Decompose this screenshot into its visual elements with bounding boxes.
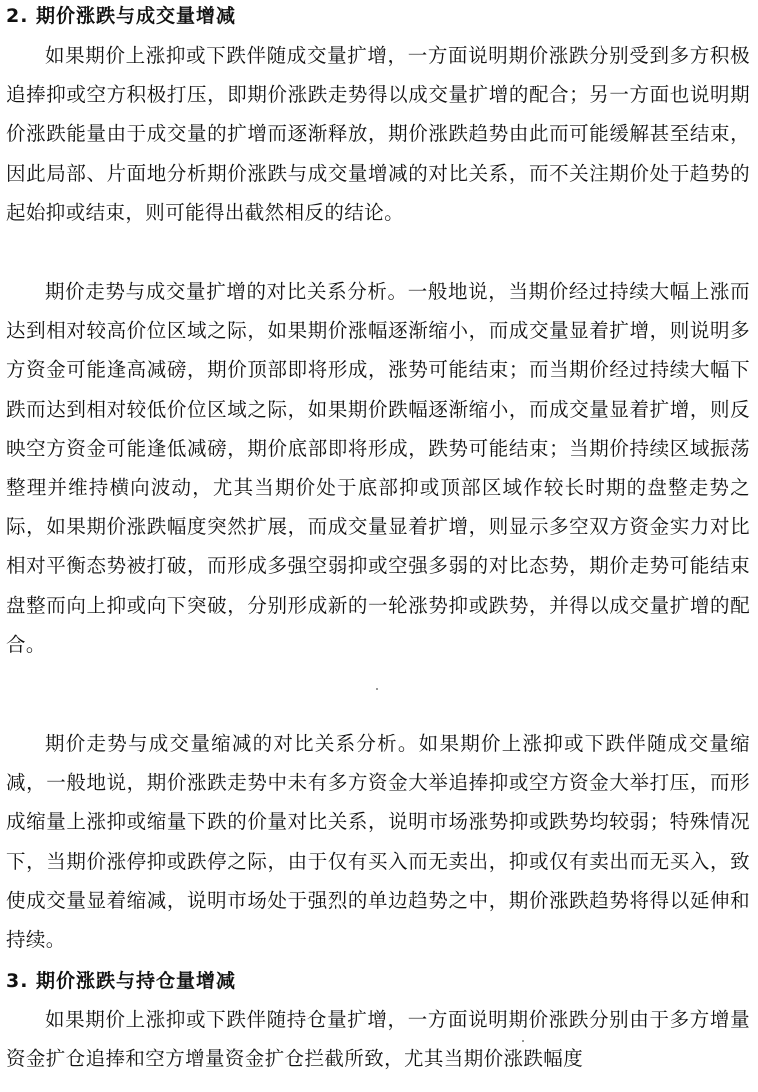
section-heading-3: 3. 期价涨跌与持仓量增减 bbox=[6, 970, 237, 992]
paragraph-open-interest-intro: 如果期价上涨抑或下跌伴随持仓量扩增，一方面说明期价涨跌分别由于多方增量资金扩仓追捧和空方增量资金扩仓拦截所致，尤其当期价涨跌幅度 bbox=[6, 1008, 750, 1071]
paragraph-volume-expansion: 期价走势与成交量扩增的对比关系分析。一般地说，当期价经过持续大幅上涨而达到相对较高价位区域之际，如果期价涨幅逐渐缩小，而成交量显着扩增，则说明多方资金可能逢高减磅，期价顶部即将形成，涨势可能结束；而当期价经过持续大幅下跌而达到相对较低价位区域之际，如果期价跌幅逐渐缩小，而成交量显着扩增，则反映空方资金可能逢低减磅，期价底部即将形成，跌势可能结束；当期价持续区域振荡整理并维持横向波动，尤其当期价处于底部抑或顶部区域作较长时期的盘整走势之际，如果期价涨跌幅度突然扩展，而成交量显着扩增，则显示多空双方资金实力对比相对平衡态势被打破，而形成多强空弱抑或空强多弱的对比态势，期价走势可能结束盘整而向上抑或向下突破，分别形成新的一轮涨势抑或跌势，并得以成交量扩增的配合。 bbox=[6, 280, 750, 656]
paragraph-volume-intro: 如果期价上涨抑或下跌伴随成交量扩增，一方面说明期价涨跌分别受到多方积极追捧抑或空方积极打压，即期价涨跌走势得以成交量扩增的配合；另一方面也说明期价涨跌能量由于成交量的扩增而逐渐释放，期价涨跌趋势由此而可能缓解甚至结束，因此局部、片面地分析期价涨跌与成交量增减的对比关系，而不关注期价处于趋势的起始抑或结束，则可能得出截然相反的结论。 bbox=[6, 44, 750, 224]
scan-speck bbox=[376, 688, 378, 690]
section-heading-2: 2. 期价涨跌与成交量增减 bbox=[6, 5, 237, 27]
paragraph-volume-contraction: 期价走势与成交量缩减的对比关系分析。如果期价上涨抑或下跌伴随成交量缩减，一般地说，期价涨跌走势中未有多方资金大举追捧抑或空方资金大举打压，而形成缩量上涨抑或缩量下跌的价量对比关系，说明市场涨势抑或跌势均较弱；特殊情况下，当期价涨停抑或跌停之际，由于仅有买入而无卖出，抑或仅有卖出而无买入，致使成交量显着缩减，说明市场处于强烈的单边趋势之中，期价涨跌趋势将得以延伸和持续。 bbox=[6, 732, 750, 952]
scan-speck bbox=[522, 1040, 524, 1042]
